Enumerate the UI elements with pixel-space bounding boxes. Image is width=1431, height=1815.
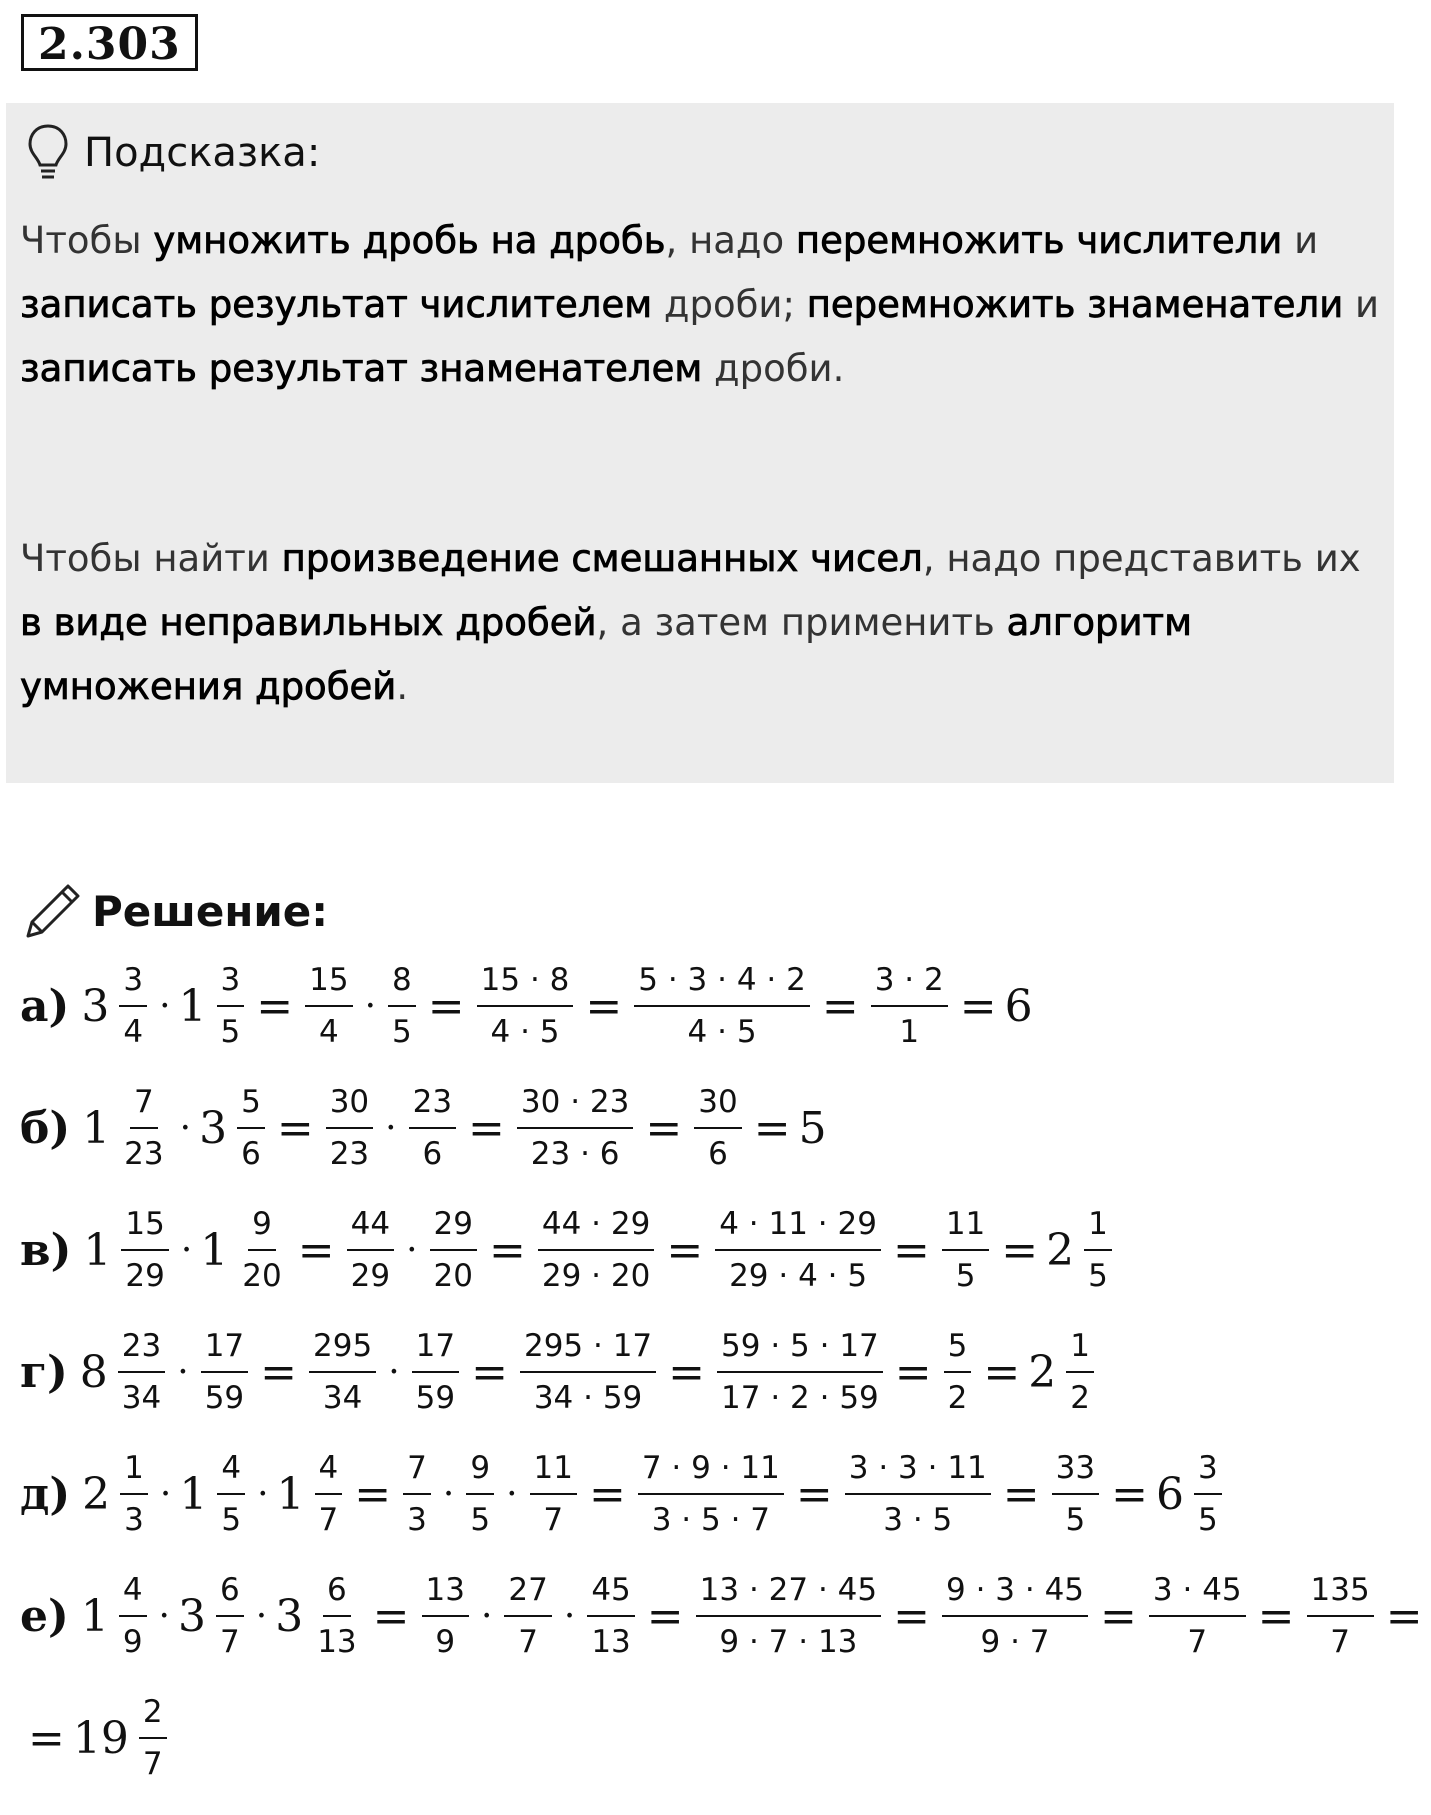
fraction [120, 1448, 148, 1540]
equals-sign: = [892, 1224, 930, 1276]
hint-text: и [1282, 219, 1319, 262]
pencil-icon [22, 880, 84, 942]
solution-line-label: б) [20, 1102, 71, 1154]
fraction-denominator: 2 [947, 1380, 968, 1416]
fraction-numerator: 17 [412, 1326, 459, 1373]
fraction [139, 1692, 167, 1784]
fraction-denominator: 13 [317, 1624, 357, 1660]
hint-text: , надо [665, 219, 796, 262]
fraction [538, 1204, 654, 1296]
fraction-numerator: 30 [326, 1082, 373, 1129]
fraction-numerator: 3 [217, 960, 245, 1007]
fraction-denominator: 2 [1070, 1380, 1090, 1416]
hint-text: и [1343, 283, 1380, 326]
fraction-denominator: 29 [125, 1258, 165, 1294]
equals-sign: = [468, 1102, 505, 1154]
fraction [217, 960, 245, 1052]
equals-sign: = [260, 1346, 298, 1398]
solution-line [20, 1692, 171, 1784]
multiply-sign: · [257, 1473, 269, 1515]
fraction-numerator: 5 [237, 1082, 265, 1129]
equals-sign: = [256, 980, 294, 1032]
hint-text: дроби; [652, 283, 807, 326]
whole-number: 3 [178, 1590, 206, 1642]
solution-line-label: в) [20, 1224, 72, 1276]
fraction-denominator: 4 [123, 1014, 144, 1050]
problem-number: 2.303 [21, 14, 198, 71]
multiply-sign: · [159, 985, 171, 1027]
fraction-numerator: 30 · 23 [517, 1082, 633, 1129]
fraction-denominator: 59 [204, 1380, 245, 1416]
fraction [1066, 1326, 1094, 1418]
whole-number: 19 [72, 1712, 129, 1764]
whole-number: 2 [1046, 1224, 1075, 1276]
equals-sign: = [585, 980, 623, 1032]
whole-number: 1 [83, 1224, 112, 1276]
fraction [530, 1448, 577, 1540]
multiply-sign: · [563, 1595, 576, 1637]
fraction [409, 1082, 456, 1174]
fraction-denominator: 34 · 59 [533, 1380, 643, 1416]
fraction-denominator: 3 · 5 · 7 [651, 1502, 770, 1538]
whole-number: 3 [81, 980, 110, 1032]
multiply-sign: · [179, 1107, 192, 1149]
fraction-denominator: 20 [433, 1258, 473, 1294]
fraction-numerator: 45 [587, 1570, 634, 1617]
equals-sign: = [959, 980, 997, 1032]
fraction-numerator: 17 [201, 1326, 248, 1373]
fraction [119, 960, 147, 1052]
fraction [504, 1570, 551, 1662]
fraction-denominator: 7 [1187, 1624, 1208, 1660]
solution-header [22, 880, 328, 942]
fraction [315, 1448, 343, 1540]
fraction-numerator: 1 [1084, 1204, 1112, 1251]
fraction-denominator: 17 · 2 · 59 [721, 1380, 879, 1416]
fraction-numerator: 9 [466, 1448, 494, 1495]
multiply-sign: · [385, 1107, 397, 1149]
fraction [1052, 1448, 1099, 1540]
fraction-numerator: 2 [139, 1692, 167, 1739]
fraction [477, 960, 574, 1052]
equals-sign: = [668, 1346, 706, 1398]
equals-sign: = [1257, 1590, 1295, 1642]
fraction [1307, 1570, 1374, 1662]
equals-sign: = [588, 1468, 626, 1520]
fraction-numerator: 15 · 8 [477, 960, 574, 1007]
solution-line [20, 1570, 1431, 1662]
fraction-numerator: 3 [1194, 1448, 1222, 1495]
multiply-sign: · [480, 1595, 493, 1637]
whole-number: 1 [82, 1102, 111, 1154]
fraction [942, 1204, 989, 1296]
fraction-denominator: 13 [591, 1624, 631, 1660]
hint-text: Чтобы найти [20, 537, 282, 580]
multiply-sign: · [158, 1595, 170, 1637]
fraction-numerator: 6 [216, 1570, 244, 1617]
equals-sign: = [28, 1712, 65, 1764]
fraction-numerator: 3 · 3 · 11 [845, 1448, 991, 1495]
fraction-numerator: 3 [119, 960, 147, 1007]
hint-paragraph-1 [20, 209, 1380, 401]
fraction-numerator: 7 [130, 1082, 158, 1129]
hint-text: Чтобы [20, 219, 154, 262]
equals-sign: = [645, 1102, 683, 1154]
whole-number: 8 [79, 1346, 108, 1398]
fraction [388, 960, 416, 1052]
equals-sign: = [1100, 1590, 1137, 1642]
fraction-numerator: 295 · 17 [520, 1326, 656, 1373]
solution-line [20, 1204, 1116, 1296]
equals-sign: = [795, 1468, 833, 1520]
fraction-denominator: 1 [899, 1014, 920, 1050]
fraction-numerator: 13 [422, 1570, 469, 1617]
fraction-denominator: 9 · 7 [980, 1624, 1050, 1660]
equals-sign: = [983, 1346, 1021, 1398]
fraction [238, 1204, 285, 1296]
hint-emphasis: записать результат знаменателем [20, 347, 703, 390]
whole-number: 6 [1155, 1468, 1184, 1520]
fraction [309, 1326, 376, 1418]
fraction [466, 1448, 494, 1540]
hint-emphasis: записать результат числителем [20, 283, 653, 326]
fraction-denominator: 5 [470, 1502, 491, 1538]
fraction [121, 1204, 168, 1296]
fraction [412, 1326, 459, 1418]
fraction [942, 1570, 1088, 1662]
equals-sign: = [297, 1224, 335, 1276]
equals-sign: = [488, 1224, 526, 1276]
equals-sign: = [753, 1102, 791, 1154]
equals-sign: = [1001, 1224, 1039, 1276]
fraction-denominator: 29 · 20 [541, 1258, 651, 1294]
multiply-sign: · [506, 1473, 518, 1515]
fraction [1149, 1570, 1246, 1662]
fraction [347, 1204, 394, 1296]
fraction-denominator: 4 · 5 [490, 1014, 560, 1050]
fraction-denominator: 23 · 6 [530, 1136, 620, 1172]
equals-sign: = [893, 1590, 930, 1642]
multiply-sign: · [364, 985, 377, 1027]
fraction-denominator: 34 [121, 1380, 162, 1416]
fraction-numerator: 33 [1052, 1448, 1099, 1495]
fraction [587, 1570, 634, 1662]
whole-number: 6 [1004, 980, 1033, 1032]
multiply-sign: · [388, 1351, 400, 1393]
solution-line-label: а) [20, 980, 70, 1032]
fraction [517, 1082, 633, 1174]
fraction-denominator: 5 [392, 1014, 412, 1050]
whole-number: 1 [276, 1468, 305, 1520]
solution-line [20, 1326, 1098, 1418]
equals-sign: = [427, 980, 465, 1032]
fraction [1084, 1204, 1112, 1296]
fraction-denominator: 9 · 7 · 13 [719, 1624, 858, 1660]
fraction-denominator: 7 [1330, 1624, 1350, 1660]
equals-sign: = [666, 1224, 704, 1276]
fraction-numerator: 4 [217, 1448, 245, 1495]
equals-sign: = [894, 1346, 932, 1398]
fraction-numerator: 15 [121, 1204, 168, 1251]
hint-box [6, 103, 1394, 783]
fraction-denominator: 29 · 4 · 5 [729, 1258, 868, 1294]
hint-emphasis: произведение смешанных чисел [281, 537, 923, 580]
fraction-numerator: 8 [388, 960, 416, 1007]
fraction [422, 1570, 469, 1662]
fraction-denominator: 6 [422, 1136, 443, 1172]
solution-line-label: д) [20, 1468, 71, 1520]
hint-text: , а затем применить [596, 601, 1007, 644]
whole-number: 2 [82, 1468, 111, 1520]
fraction [520, 1326, 656, 1418]
fraction [430, 1204, 477, 1296]
fraction-numerator: 9 [248, 1204, 276, 1251]
whole-number: 1 [178, 980, 207, 1032]
whole-number: 3 [275, 1590, 304, 1642]
fraction-numerator: 7 [403, 1448, 431, 1495]
fraction-numerator: 11 [942, 1204, 989, 1251]
fraction-denominator: 5 [220, 1014, 241, 1050]
whole-number: 5 [798, 1102, 827, 1154]
fraction [313, 1570, 360, 1662]
fraction-numerator: 44 [347, 1204, 394, 1251]
multiply-sign: · [177, 1351, 189, 1393]
fraction-denominator: 5 [1197, 1502, 1218, 1538]
multiply-sign: · [442, 1473, 455, 1515]
fraction [694, 1082, 741, 1174]
fraction-numerator: 3 · 2 [871, 960, 948, 1007]
solution-line [20, 960, 1039, 1052]
fraction-denominator: 5 [1065, 1502, 1086, 1538]
hint-header [26, 123, 320, 183]
fraction [118, 1326, 165, 1418]
fraction-numerator: 1 [1066, 1326, 1094, 1373]
hint-emphasis: перемножить знаменатели [806, 283, 1344, 326]
fraction [638, 1448, 784, 1540]
hint-title: Подсказка: [84, 130, 321, 176]
fraction-denominator: 7 [142, 1746, 163, 1782]
whole-number: 1 [200, 1224, 229, 1276]
fraction-numerator: 1 [120, 1448, 148, 1495]
fraction-numerator: 23 [409, 1082, 456, 1129]
fraction-denominator: 3 [407, 1502, 427, 1538]
fraction-numerator: 30 [694, 1082, 741, 1129]
fraction [403, 1448, 431, 1540]
fraction-numerator: 27 [504, 1570, 551, 1617]
fraction-numerator: 295 [309, 1326, 376, 1373]
fraction-denominator: 59 [415, 1380, 456, 1416]
fraction-denominator: 5 [955, 1258, 976, 1294]
solution-line-label: г) [20, 1346, 68, 1398]
hint-text: , надо представить их [922, 537, 1361, 580]
whole-number: 1 [80, 1590, 109, 1642]
fraction-denominator: 23 [124, 1136, 164, 1172]
fraction-numerator: 15 [305, 960, 352, 1007]
hint-emphasis: в виде неправильных дробей [20, 601, 597, 644]
fraction-denominator: 20 [242, 1258, 282, 1294]
fraction [120, 1082, 167, 1174]
fraction [717, 1326, 883, 1418]
fraction [845, 1448, 991, 1540]
fraction-denominator: 9 [122, 1624, 143, 1660]
fraction-numerator: 3 · 45 [1149, 1570, 1246, 1617]
fraction-numerator: 4 [315, 1448, 343, 1495]
equals-sign: = [372, 1590, 410, 1642]
fraction-denominator: 7 [543, 1502, 564, 1538]
fraction-numerator: 23 [118, 1326, 165, 1373]
fraction-denominator: 5 [221, 1502, 242, 1538]
fraction-denominator: 23 [329, 1136, 370, 1172]
fraction-denominator: 5 [1088, 1258, 1108, 1294]
hint-text: . [396, 665, 409, 708]
fraction-denominator: 6 [708, 1136, 728, 1172]
fraction-numerator: 5 [944, 1326, 972, 1373]
fraction-denominator: 3 [124, 1502, 144, 1538]
fraction [119, 1570, 147, 1662]
equals-sign: = [1111, 1468, 1148, 1520]
fraction [201, 1326, 248, 1418]
fraction-numerator: 5 · 3 · 4 · 2 [634, 960, 810, 1007]
fraction-numerator: 11 [530, 1448, 577, 1495]
multiply-sign: · [255, 1595, 268, 1637]
fraction [237, 1082, 265, 1174]
fraction-denominator: 4 · 5 [687, 1014, 757, 1050]
hint-emphasis: алгоритм умножения дробей [20, 601, 1193, 708]
whole-number: 3 [199, 1102, 228, 1154]
fraction [871, 960, 948, 1052]
fraction [634, 960, 810, 1052]
fraction-numerator: 13 · 27 · 45 [696, 1570, 881, 1617]
hint-emphasis: умножить дробь на дробь [153, 219, 666, 262]
fraction [305, 960, 352, 1052]
multiply-sign: · [159, 1473, 172, 1515]
fraction [326, 1082, 373, 1174]
fraction-denominator: 4 [318, 1014, 339, 1050]
fraction-numerator: 44 · 29 [538, 1204, 654, 1251]
equals-sign: = [1385, 1590, 1423, 1642]
fraction-numerator: 6 [323, 1570, 351, 1617]
solution-line [20, 1082, 833, 1174]
fraction-numerator: 4 · 11 · 29 [715, 1204, 881, 1251]
equals-sign: = [1002, 1468, 1040, 1520]
fraction [696, 1570, 881, 1662]
fraction-denominator: 3 · 5 [883, 1502, 953, 1538]
solution-line [20, 1448, 1226, 1540]
whole-number: 2 [1028, 1346, 1057, 1398]
equals-sign: = [646, 1590, 684, 1642]
fraction-denominator: 7 [518, 1624, 539, 1660]
fraction [1194, 1448, 1222, 1540]
equals-sign: = [276, 1102, 314, 1154]
solution-line-label: е) [20, 1590, 69, 1642]
fraction-denominator: 34 [322, 1380, 363, 1416]
fraction [715, 1204, 881, 1296]
multiply-sign: · [406, 1229, 418, 1271]
fraction-numerator: 135 [1307, 1570, 1374, 1617]
equals-sign: = [821, 980, 859, 1032]
fraction [944, 1326, 972, 1418]
fraction-numerator: 4 [119, 1570, 147, 1617]
hint-paragraph-2 [20, 527, 1380, 719]
equals-sign: = [354, 1468, 392, 1520]
hint-emphasis: перемножить числители [795, 219, 1283, 262]
fraction-denominator: 6 [241, 1136, 261, 1172]
fraction-denominator: 7 [318, 1502, 339, 1538]
fraction [217, 1448, 245, 1540]
hint-text: дроби. [702, 347, 845, 390]
equals-sign: = [471, 1346, 508, 1398]
fraction-numerator: 29 [430, 1204, 477, 1251]
solution-title: Решение: [92, 886, 329, 936]
whole-number: 1 [179, 1468, 208, 1520]
fraction [216, 1570, 244, 1662]
fraction-denominator: 29 [350, 1258, 391, 1294]
lightbulb-icon [26, 123, 70, 183]
multiply-sign: · [180, 1229, 193, 1271]
fraction-denominator: 7 [220, 1624, 240, 1660]
fraction-numerator: 59 · 5 · 17 [717, 1326, 883, 1373]
fraction-denominator: 9 [435, 1624, 456, 1660]
fraction-numerator: 9 · 3 · 45 [942, 1570, 1088, 1617]
fraction-numerator: 7 · 9 · 11 [638, 1448, 784, 1495]
